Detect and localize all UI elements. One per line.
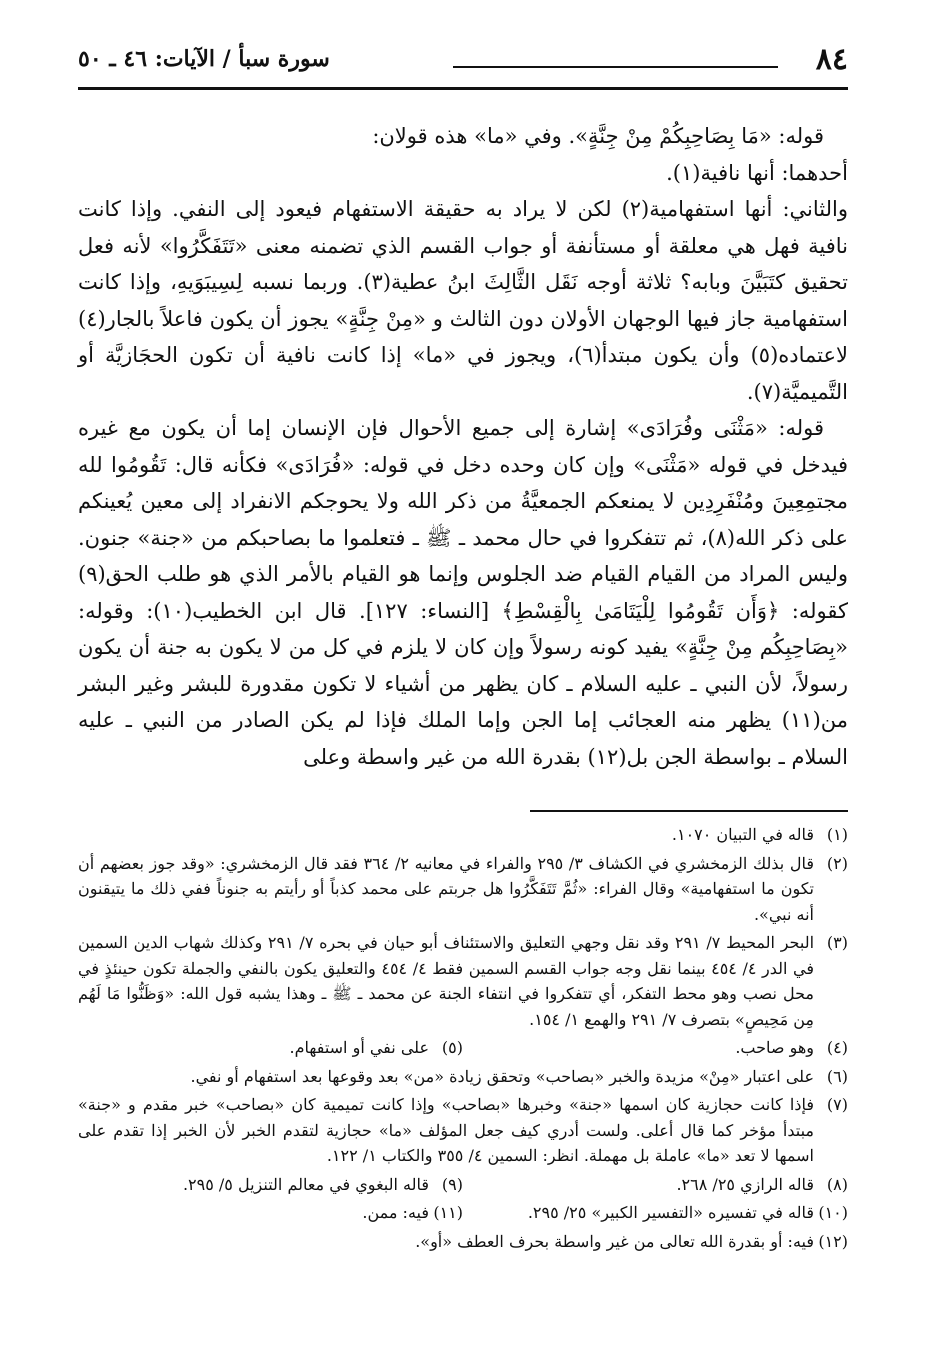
footnote-pair [78, 1035, 848, 1061]
footnote-number: (٧) [826, 1095, 848, 1114]
paragraph-mathna-furada: قوله: «مَثْنَى وفُرَادَى» إشارة إلى جميع الأحوال فإن الإنسان إما أن يكون مع غيره فيدخل في قوله «مَثْنَى» وإن كان وحده دخل في قوله: «فُرَادَى» فكأنه قال: تَقُومُوا لله مجتمِعِينَ ومُنْفَرِدِين لا يمنعكم الجمعيَّةُ من ذكر الله ولا يحوجكم الانفراد إلى معين يُعينكم على ذكر الله(٨)، ثم تتفكروا في حال محمد ـ ﷺ ـ فتعلموا ما بصاحبكم من «جنة» جنون. وليس المراد من القيام القيام ضد الجلوس وإنما هو القيام بالأمر الذي هو طلب الحق(٩) كقوله: ﴿وَأَن تَقُومُوا لِلْيَتَامَىٰ بِالْقِسْطِ﴾ [النساء: ١٢٧]. قال ابن الخطيب(١٠): وقوله: «بِصَاحِبِكُم مِنْ جِنَّةٍ» يفيد كونه رسولاً وإن كان لا يلزم في كل من لا يكون به جنة أن يكون رسولاً، لأن النبي ـ عليه السلام ـ كان يظهر من أشياء لا تكون مقدورة للبشر وغير البشر من(١١) يظهر منه العجائب إما الجن وإما الملك فإذا لم يكن الصادر من النبي ـ عليه السلام ـ بواسطة الجن بل(١٢) بقدرة الله من غير واسطة وعلى [78, 416, 849, 769]
footnote-pair [78, 1172, 848, 1198]
footnote-number: (٥) [441, 1038, 463, 1057]
footnote-text: البحر المحيط ٧/ ٢٩١ وقد نقل وجهي التعليق والاستئناف أبو حيان في بحره ٧/ ٢٩١ وكذلك شهاب الدين السمين في الدر ٤/ ٤٥٤ بينما نقل وجه جواب القسم السمين فقط ٤/ ٤٥٤ والتعليق يكون بالنفي والجملة تكون حينئذٍ في محل نصب وهو محط التفكر، أي تتفكروا في انتفاء الجنة عن محمد ـ ﷺ ـ وهذا يشبه قول الله: «وَظَنُّوا مَا لَهُم مِن مَحِيصٍ» بتصرف ٧/ ٢٩١ والهمع ١/ ١٥٤. [78, 933, 815, 1029]
footnote-text: فيه: أو بقدرة الله تعالى من غير واسطة بحرف العطف «أو». [415, 1231, 814, 1251]
footnote-number: (٦) [826, 1066, 848, 1086]
header-rule [78, 87, 848, 90]
footnote-number: (٣) [826, 933, 848, 952]
footnote-number: (٨) [826, 1174, 848, 1194]
footnotes [78, 822, 848, 1257]
footnote-text: قاله الرازي ٢٥/ ٢٦٨. [676, 1174, 814, 1194]
footnote-number: (١٠) [818, 1203, 848, 1222]
footnote-text: فيه: ممن. [362, 1203, 429, 1222]
footnote [78, 1064, 848, 1090]
footnote [78, 822, 848, 848]
footnote-text: قاله في تفسيره «التفسير الكبير» ٢٥/ ٢٩٥. [527, 1203, 814, 1222]
paragraph-second-opinion: والثاني: أنها استفهامية(٢) لكن لا يراد به حقيقة الاستفهام فيعود إلى النفي. وإذا كانت نافية فهل هي معلقة أو مستأنفة أو جواب القسم الذي تضمنه معنى «تَتَفَكَّرُوا» لأنه فعل تحقيق كتَبَيَّنَ وبابه؟ ثلاثة أوجه نَقَل الثَّالِثَ ابنُ عطية(٣). وربما نسبه لِسِيبَوَيهِ، وإذا كانت استفهامية جاز فيها الوجهان الأولان دون الثالث و «مِنْ جِنَّةٍ» يجوز أن يكون فاعلاً بالجار(٤) لاعتماده(٥) وأن يكون مبتدأ(٦)، ويجوز في «ما» إذا كانت نافية أن تكون الحجَازيَّة أو التَّميميَّة(٧). [78, 197, 848, 404]
footnote [78, 1200, 463, 1226]
footnote-text: فإذا كانت حجازية كان اسمها «جنة» وخبرها «بصاحب» وإذا كانت تميمية كان «بصاحب» خبر مقدم و «جنة» مبتدأ مؤخر كما قال أعلى. ولست أدري كيف جعل المؤلف «ما» حجازية لتقدم الخبر لأن الخبر إذا تقدم على اسمها لا تعد «ما» عاملة بل مهملة. انظر: السمين ٤/ ٣٥٥ والكتاب ١/ ١٢٢. [78, 1095, 814, 1165]
footnote-number: (٢) [826, 853, 848, 873]
footnote-text: على اعتبار «مِنْ» مزيدة والخبر «بصاحب» وتحقق زيادة «من» بعد وقوعها بعد استفهام أو نفي. [190, 1066, 814, 1086]
footnote-text: على نفي أو استفهام. [289, 1038, 429, 1057]
footnote-number: (١١) [433, 1203, 463, 1222]
header-dash-line [453, 66, 778, 68]
page-number: ٨٤ [815, 42, 848, 77]
footnote-text: قاله البغوي في معالم التنزيل ٥/ ٢٩٥. [182, 1174, 429, 1194]
paragraph-first-opinion: أحدهما: أنها نافية(١). [666, 160, 848, 185]
main-text [78, 118, 848, 775]
footnote-pair [78, 1200, 848, 1226]
footnote-number: (٩) [441, 1174, 463, 1194]
footnote [78, 1035, 463, 1061]
footnote-number: (١) [826, 825, 848, 844]
footnote [78, 1172, 463, 1198]
footnote-number: (١٢) [818, 1231, 848, 1251]
footnote [463, 1172, 848, 1198]
page-header [78, 40, 848, 80]
footnote-number: (٤) [826, 1038, 848, 1057]
paragraph-intro: قوله: «مَا بِصَاحِبِكُمْ مِنْ جِنَّةٍ». وفي «ما» هذه قولان: [372, 124, 824, 148]
footnote-text: وهو صاحب. [735, 1038, 814, 1057]
running-title: سورة سبأ / الآيات: ٤٦ ـ ٥٠ [78, 46, 330, 72]
footnote [463, 1035, 848, 1061]
footnote [78, 1229, 848, 1255]
footnote [78, 851, 848, 928]
footnote-separator [530, 810, 848, 812]
footnote [78, 930, 848, 1032]
footnote [463, 1200, 848, 1226]
footnote [78, 1092, 848, 1169]
footnote-text: قاله في التبيان ١٠٧٠. [671, 825, 814, 844]
footnote-text: قال بذلك الزمخشري في الكشاف ٣/ ٢٩٥ والفراء في معانيه ٢/ ٣٦٤ فقد قال الزمخشري: «وقد جوز بعضهم أن تكون ما استفهامية» وقال الفراء: «ثُمَّ تَتَفَكَّرُوا هل جربتم على محمد كذباً أو رأيتم به جنوناً ففي ذلك ما يتيقنون أنه نبي». [78, 853, 814, 924]
